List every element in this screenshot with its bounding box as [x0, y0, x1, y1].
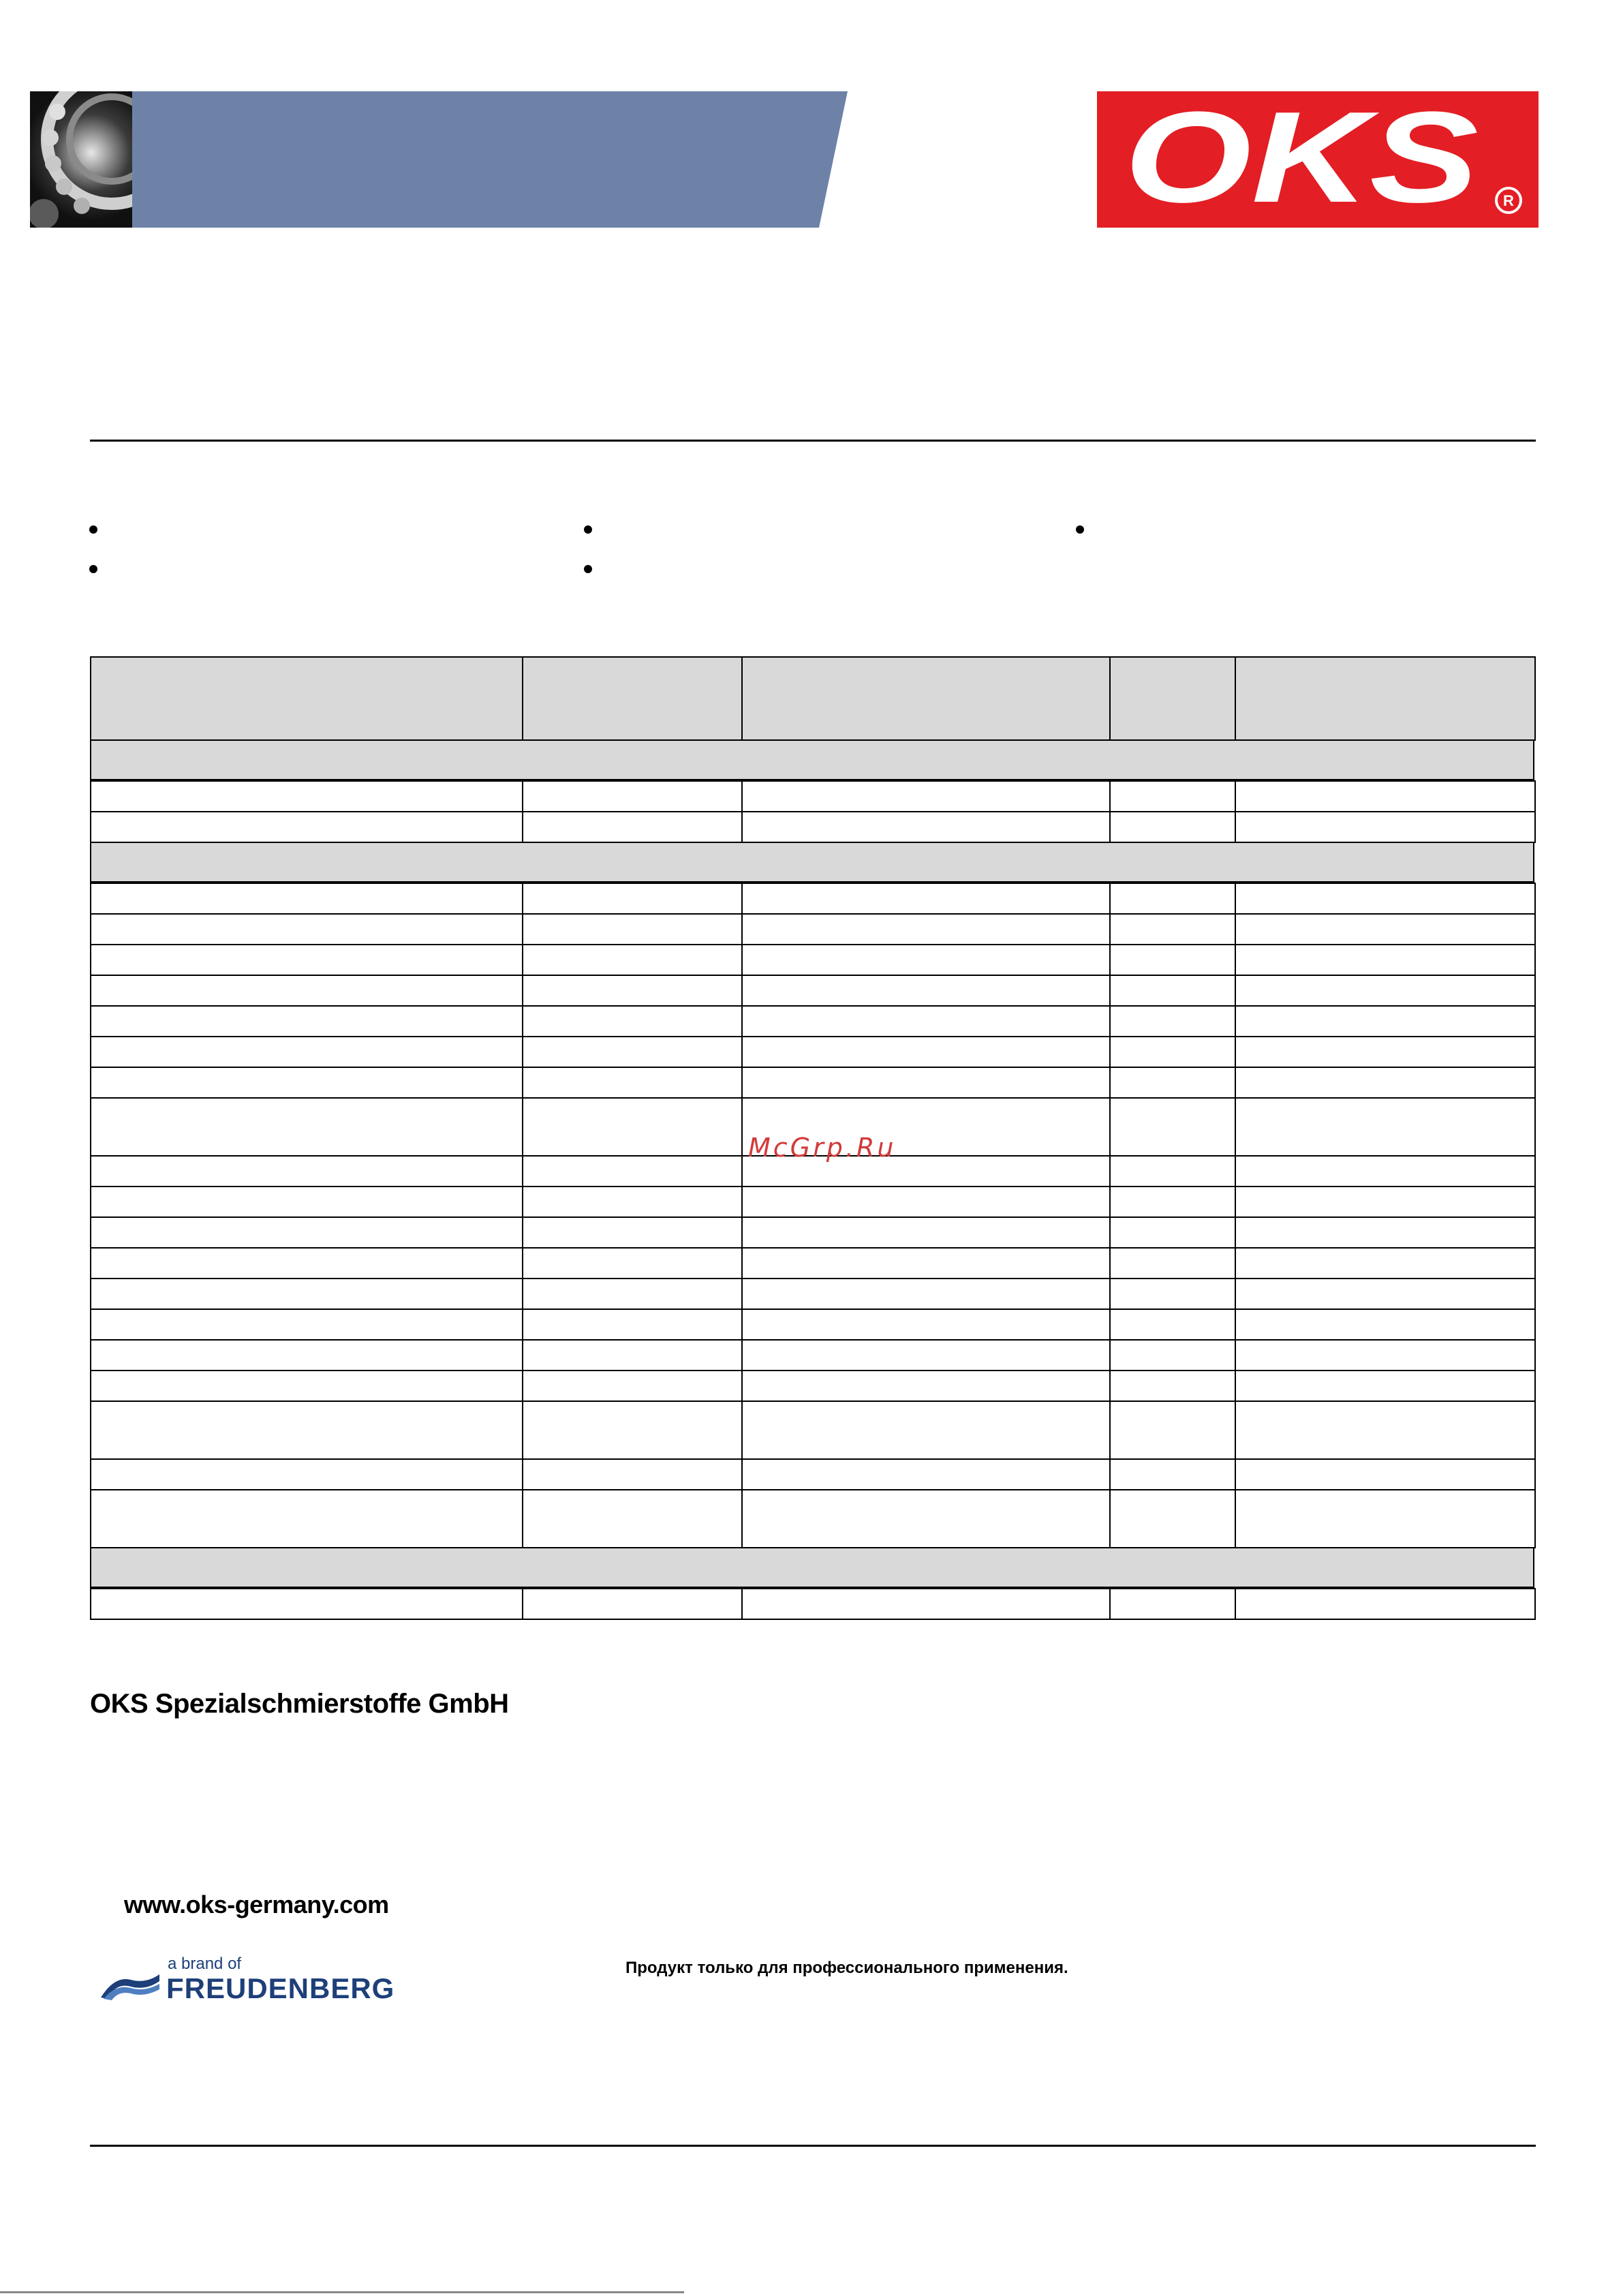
- table-cell: [1109, 1097, 1236, 1157]
- table-cell: [522, 780, 743, 812]
- table-cell: [741, 1308, 1111, 1341]
- table-cell: [1109, 1370, 1236, 1402]
- table-cell: [1235, 944, 1536, 976]
- table-cell: [90, 1370, 523, 1402]
- table-cell: [1235, 1489, 1536, 1548]
- table-cell: [1109, 1186, 1236, 1218]
- table-cell: [1109, 883, 1236, 915]
- table-cell: [522, 1036, 743, 1068]
- table-cell: [1235, 1216, 1536, 1249]
- table-cell: [90, 913, 523, 945]
- table-cell: [741, 1005, 1111, 1037]
- table-cell: [741, 1370, 1111, 1402]
- table-section-row: [90, 1547, 1534, 1588]
- table-cell: [1109, 975, 1236, 1007]
- table-cell: [1109, 1339, 1236, 1371]
- table-cell: [741, 1458, 1111, 1490]
- table-cell: [1235, 1278, 1536, 1310]
- watermark: McGrp.Ru: [748, 1133, 897, 1163]
- header-divider: [90, 440, 1536, 442]
- professional-use-note: Продукт только для профессионального применения.: [625, 1959, 1068, 1977]
- freudenberg-wave-icon: [101, 1973, 159, 2000]
- table-cell: [1235, 1458, 1536, 1490]
- table-cell: [1235, 1339, 1536, 1371]
- table-cell: [522, 913, 743, 945]
- table-cell: [1109, 1216, 1236, 1249]
- svg-text:R: R: [1503, 192, 1514, 209]
- table-cell: [1235, 1186, 1536, 1218]
- table-cell: [1109, 1067, 1236, 1099]
- table-cell: [741, 1186, 1111, 1218]
- table-cell: [90, 1278, 523, 1310]
- table-cell: [1109, 1489, 1236, 1548]
- table-cell: [741, 1588, 1111, 1620]
- table-header-cell: [90, 656, 523, 741]
- bottom-rule: [0, 2291, 684, 2293]
- table-cell: [522, 883, 743, 915]
- table-cell: [1109, 944, 1236, 976]
- table-cell: [1109, 1036, 1236, 1068]
- table-cell: [522, 1155, 743, 1187]
- table-cell: [741, 1036, 1111, 1068]
- table-cell: [522, 1216, 743, 1249]
- table-cell: [522, 1370, 743, 1402]
- table-cell: [90, 1036, 523, 1068]
- table-cell: [1235, 913, 1536, 945]
- oks-logo: [1097, 91, 1539, 228]
- table-cell: [1109, 811, 1236, 843]
- table-cell: [522, 811, 743, 843]
- table-cell: [741, 1339, 1111, 1371]
- table-cell: [90, 780, 523, 812]
- table-cell: [522, 1278, 743, 1310]
- table-cell: [90, 944, 523, 976]
- table-cell: [741, 913, 1111, 945]
- bullet-3: [1076, 525, 1084, 534]
- table-cell: [1235, 975, 1536, 1007]
- oks-logo-text: OKS: [1124, 91, 1479, 228]
- table-cell: [90, 1458, 523, 1490]
- table-cell: [741, 811, 1111, 843]
- table-cell: [1109, 1400, 1236, 1460]
- table-cell: [1109, 913, 1236, 945]
- bullet-2: [584, 525, 592, 534]
- table-cell: [90, 1339, 523, 1371]
- table-cell: [1235, 1400, 1536, 1460]
- table-cell: [90, 1400, 523, 1460]
- table-cell: [741, 1489, 1111, 1548]
- table-cell: [522, 1400, 743, 1460]
- brand-of-label: a brand of: [168, 1955, 242, 1973]
- table-cell: [90, 883, 523, 915]
- bullet-5: [584, 565, 592, 573]
- company-name: OKS Spezialschmierstoffe GmbH: [90, 1689, 509, 1719]
- table-section-row: [90, 842, 1534, 883]
- table-cell: [522, 1186, 743, 1218]
- freudenberg-logo: FREUDENBERG: [166, 1972, 395, 2004]
- bearing-photo: [30, 91, 132, 228]
- table-cell: [741, 1400, 1111, 1460]
- table-cell: [741, 1247, 1111, 1279]
- table-cell: [1109, 1247, 1236, 1279]
- table-cell: [90, 1588, 523, 1620]
- table-cell: [1235, 1067, 1536, 1099]
- table-cell: [1235, 1588, 1536, 1620]
- table-header-cell: [1235, 656, 1536, 741]
- footer-divider: [90, 2145, 1536, 2147]
- table-cell: [741, 944, 1111, 976]
- table-cell: [1109, 1458, 1236, 1490]
- table-cell: [522, 944, 743, 976]
- table-cell: [90, 1247, 523, 1279]
- header-band: [132, 91, 848, 228]
- bullet-4: [89, 565, 97, 573]
- table-cell: [90, 1005, 523, 1037]
- table-section-row: [90, 739, 1534, 780]
- table-cell: [1235, 1247, 1536, 1279]
- table-cell: [741, 780, 1111, 812]
- table-cell: [1235, 883, 1536, 915]
- table-cell: [522, 1458, 743, 1490]
- table-cell: [1235, 1308, 1536, 1341]
- table-cell: [90, 975, 523, 1007]
- table-cell: [1235, 1097, 1536, 1157]
- table-cell: [1235, 1370, 1536, 1402]
- table-cell: [522, 1005, 743, 1037]
- table-cell: [1235, 1155, 1536, 1187]
- table-cell: [522, 1067, 743, 1099]
- ball-bearing-icon: [30, 91, 132, 228]
- table-cell: [522, 1588, 743, 1620]
- table-cell: [90, 1097, 523, 1157]
- table-cell: [1109, 1278, 1236, 1310]
- table-cell: [741, 1278, 1111, 1310]
- table-cell: [1109, 1588, 1236, 1620]
- table-cell: [522, 1097, 743, 1157]
- table-cell: [522, 1247, 743, 1279]
- table-cell: [741, 975, 1111, 1007]
- table-cell: [1235, 811, 1536, 843]
- table-cell: [522, 975, 743, 1007]
- table-cell: [90, 1308, 523, 1341]
- table-header-cell: [522, 656, 743, 741]
- table-cell: [522, 1308, 743, 1341]
- table-header-cell: [741, 656, 1111, 741]
- table-cell: [1109, 1005, 1236, 1037]
- table-cell: [90, 1067, 523, 1099]
- table-cell: [1109, 780, 1236, 812]
- table-cell: [90, 811, 523, 843]
- table-cell: [1235, 1005, 1536, 1037]
- table-cell: [90, 1155, 523, 1187]
- table-cell: [90, 1216, 523, 1249]
- table-cell: [90, 1489, 523, 1548]
- table-cell: [1109, 1155, 1236, 1187]
- table-cell: [90, 1186, 523, 1218]
- oks-logo-icon: [1097, 91, 1539, 228]
- bullet-1: [89, 525, 97, 534]
- table-cell: [1235, 1036, 1536, 1068]
- website-link[interactable]: www.oks-germany.com: [124, 1891, 389, 1918]
- table-header-cell: [1109, 656, 1236, 741]
- table-cell: [522, 1489, 743, 1548]
- table-cell: [741, 883, 1111, 915]
- table-cell: [1109, 1308, 1236, 1341]
- table-cell: [741, 1067, 1111, 1099]
- table-cell: [522, 1339, 743, 1371]
- table-cell: [741, 1216, 1111, 1249]
- table-cell: [1235, 780, 1536, 812]
